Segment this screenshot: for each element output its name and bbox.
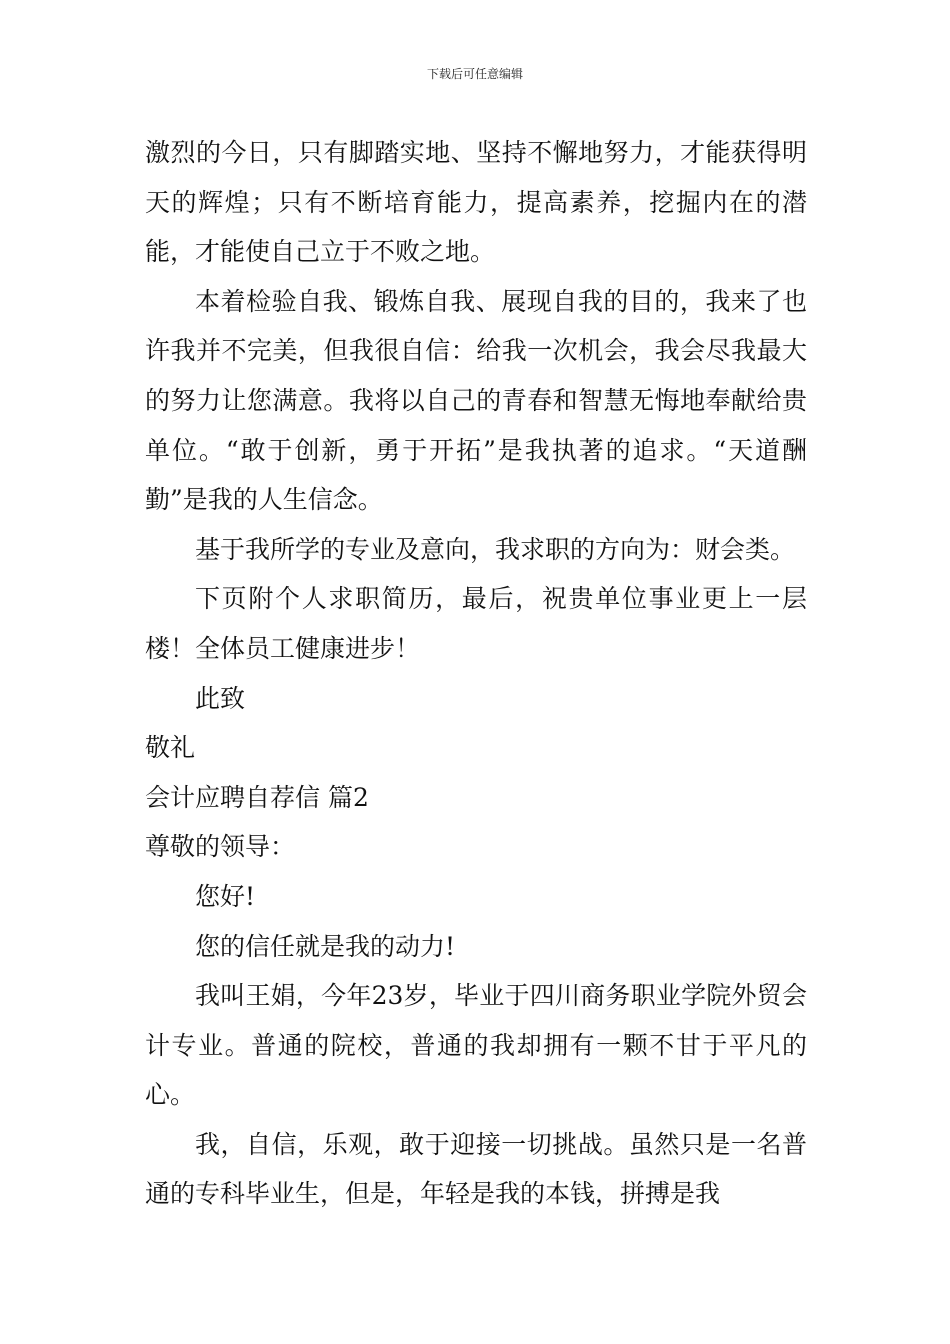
paragraph: 我叫王娟，今年23岁，毕业于四川商务职业学院外贸会计专业。普通的院校，普通的我却拥有一颗不甘于平凡的心。	[145, 981, 807, 1110]
paragraph: 您好!	[195, 881, 256, 911]
paragraph: 激烈的今日，只有脚踏实地、坚持不懈地努力，才能获得明天的辉煌；只有不断培育能力，提高素养，挖掘内在的潜能，才能使自己立于不败之地。	[145, 138, 807, 267]
paragraph: 下页附个人求职简历，最后，祝贵单位事业更上一层楼！全体员工健康进步！	[145, 584, 807, 663]
paragraph: 基于我所学的专业及意向，我求职的方向为：财会类。	[195, 534, 796, 564]
document-body	[145, 128, 807, 1219]
section-title: 会计应聘自荐信 篇2	[145, 782, 369, 812]
paragraph: 您的信任就是我的动力!	[195, 931, 456, 961]
closing-salutation: 此致	[195, 683, 246, 713]
closing-respect: 敬礼	[145, 733, 196, 763]
page-header-note: 下载后可任意编辑	[426, 67, 523, 81]
paragraph: 本着检验自我、锻炼自我、展现自我的目的，我来了也许我并不完美，但我很自信：给我一次机会，我会尽我最大的努力让您满意。我将以自己的青春和智慧无悔地奉献给贵单位。“敢于创新，勇于开拓”是我执著的追求。“天道酬勤”是我的人生信念。	[145, 286, 807, 515]
paragraph: 我，自信，乐观，敢于迎接一切挑战。虽然只是一名普通的专科毕业生，但是，年轻是我的本钱，拼搏是我	[145, 1129, 807, 1209]
greeting: 尊敬的领导：	[145, 832, 296, 862]
